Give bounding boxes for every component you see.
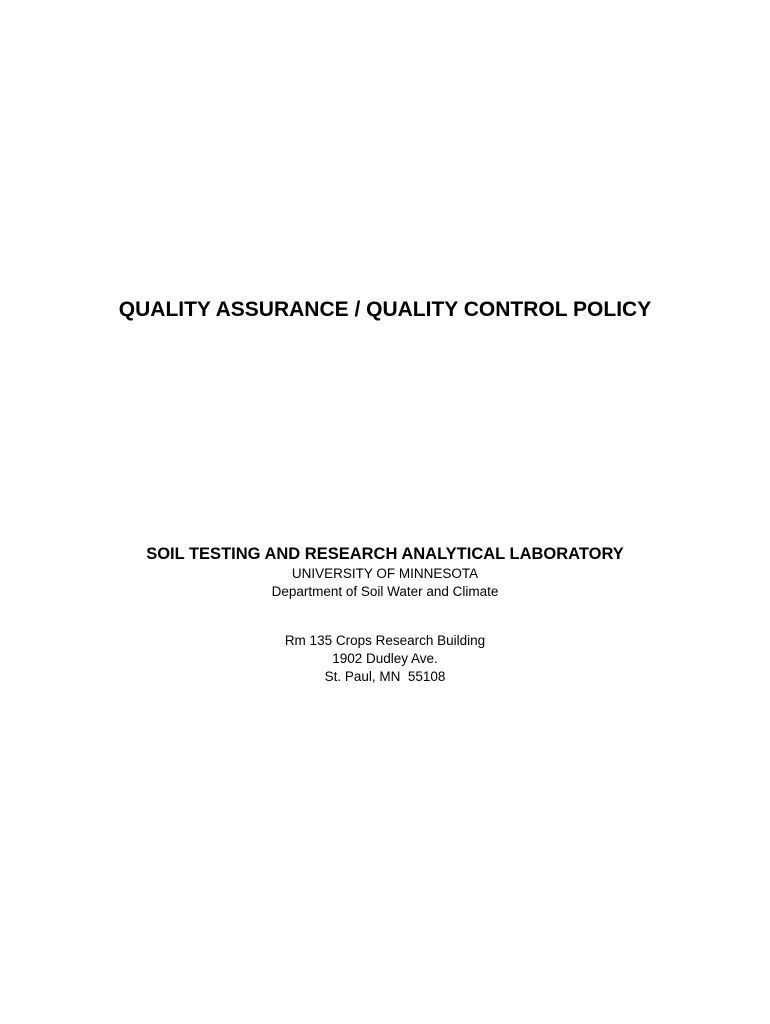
address-room: Rm 135 Crops Research Building	[284, 633, 486, 648]
lab-name: SOIL TESTING AND RESEARCH ANALYTICAL LABORATORY	[146, 545, 624, 563]
address	[0, 632, 770, 686]
university-name: UNIVERSITY OF MINNESOTA	[291, 566, 479, 581]
address-street: 1902 Dudley Ave.	[332, 651, 438, 666]
department-name: Department of Soil Water and Climate	[271, 584, 499, 599]
address-city: St. Paul, MN 55108	[324, 669, 446, 684]
lab-info	[0, 543, 770, 601]
document-title: QUALITY ASSURANCE / QUALITY CONTROL POLICY	[118, 298, 652, 321]
